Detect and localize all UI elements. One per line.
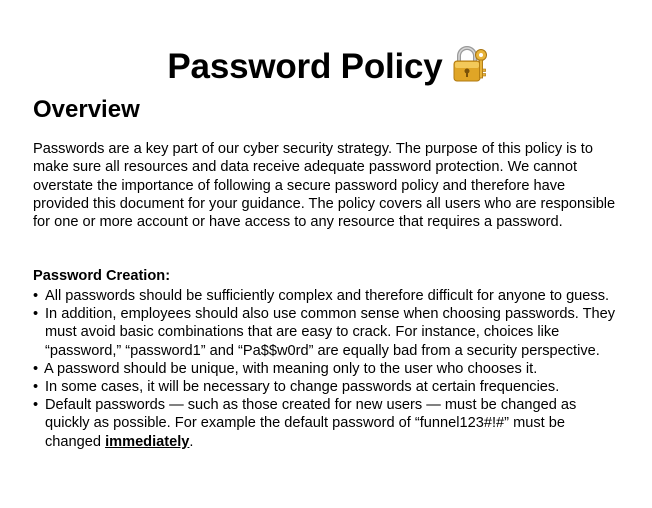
- bullet-dot: •: [33, 397, 39, 414]
- list-item-text: In addition, employees should also use common sense when choosing passwords. They must avoid basic combinations that are easy to crack. For instance, choices like “password,” “password1” and “Pa$$w0rd” are equally bad from a security perspective.: [45, 306, 616, 359]
- lock-with-key-icon: [451, 45, 489, 83]
- bullet-dot: •: [33, 288, 39, 304]
- list-item: [33, 287, 623, 305]
- list-item: [33, 378, 623, 396]
- list-item: [33, 360, 623, 378]
- bullet-dot: •: [33, 306, 39, 323]
- list-item-text: A password should be unique, with meaning only to the user who chooses it.: [44, 360, 538, 377]
- list-item: [33, 396, 623, 451]
- bullet-dot: •: [33, 360, 39, 377]
- emphasis-text: immediately: [105, 433, 190, 450]
- title-row: [33, 47, 623, 87]
- password-creation-heading: Password Creation:: [33, 268, 171, 284]
- list-item-text: Default passwords — such as those created for new users — must be changed as quickly as possible. For example the default password of “funnel123#!#” must be changed: [45, 397, 577, 450]
- overview-paragraph: Passwords are a key part of our cyber security strategy. The purpose of this policy is to make sure all resources and data receive adequate password protection. We cannot overstate the importance of following a secure password policy and therefore have provided this document for your guidance. The policy covers all users who are responsible for one or more account or have access to any resource that requires a password.: [33, 141, 616, 231]
- list-item-end: .: [189, 433, 194, 450]
- page-title: Password Policy: [167, 47, 443, 86]
- password-creation-list: [33, 287, 623, 451]
- list-item: [33, 305, 623, 360]
- list-item-text: All passwords should be sufficiently complex and therefore difficult for anyone to guess.: [45, 288, 610, 304]
- overview-heading: Overview: [33, 96, 140, 123]
- list-item-text: In some cases, it will be necessary to change passwords at certain frequencies.: [45, 379, 560, 396]
- bullet-dot: •: [33, 379, 39, 396]
